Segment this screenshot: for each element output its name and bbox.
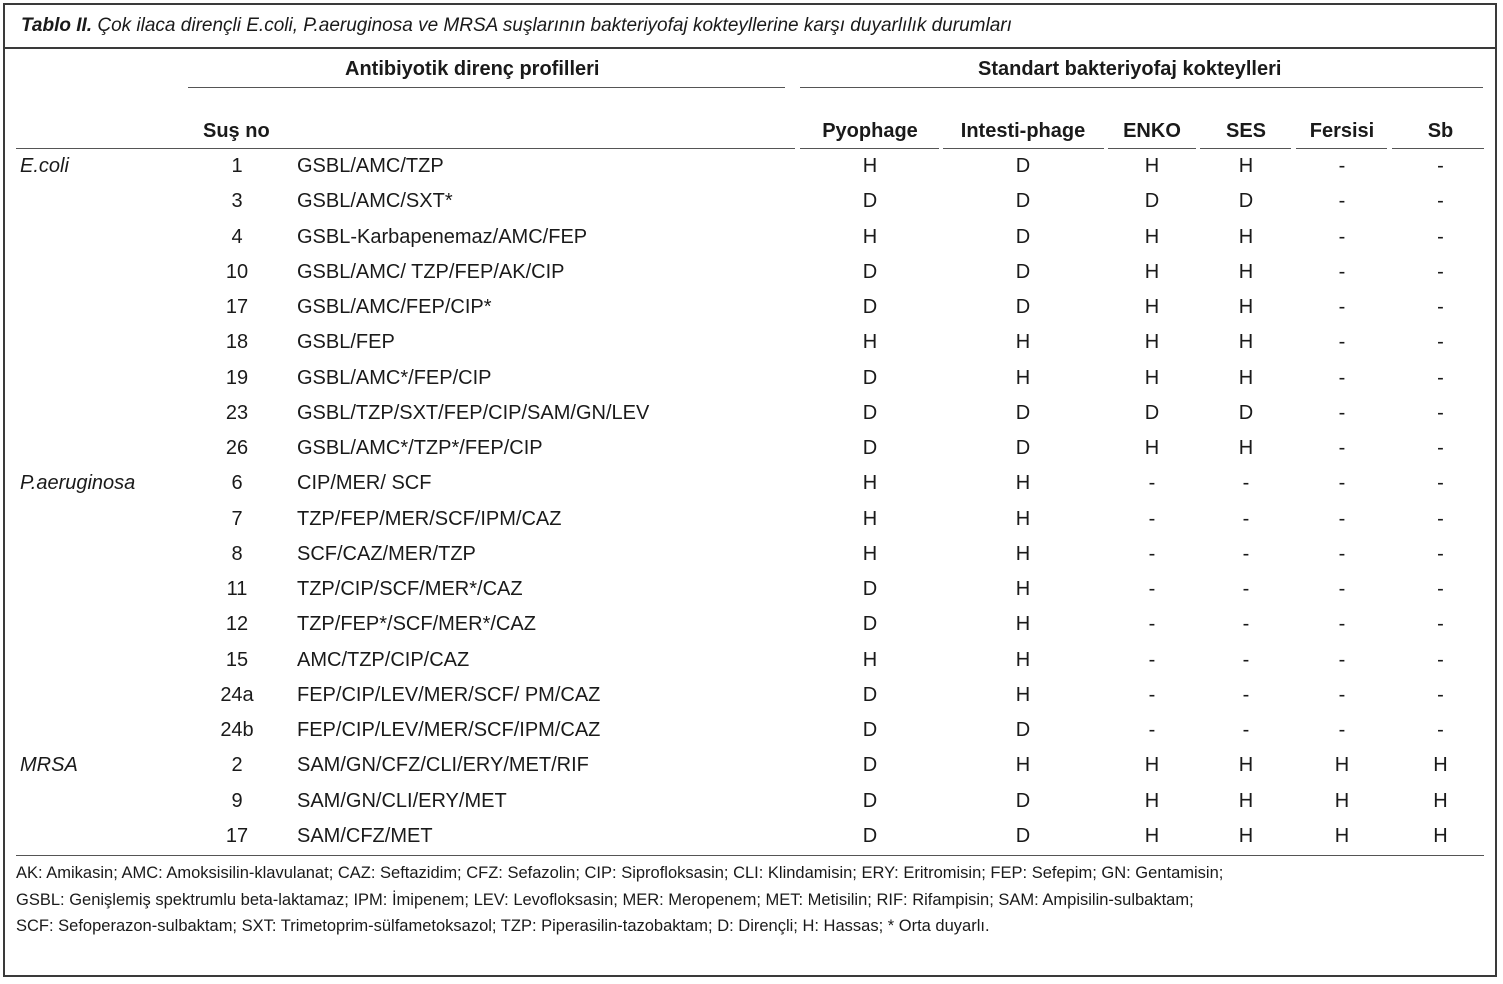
strain-no: 17 <box>225 296 249 318</box>
susceptibility-value: - <box>1437 155 1444 177</box>
susceptibility-value: H <box>1144 825 1160 847</box>
strain-no: 1 <box>231 155 243 177</box>
susceptibility-value: - <box>1338 261 1346 283</box>
susceptibility-value: D <box>862 296 878 318</box>
susceptibility-value: - <box>1338 613 1346 635</box>
resistance-profile: TZP/FEP/MER/SCF/IPM/CAZ <box>297 508 562 530</box>
strain-no: 10 <box>225 261 249 283</box>
row-group-label: MRSA <box>20 754 78 776</box>
strain-no: 11 <box>226 578 248 600</box>
susceptibility-value: H <box>1015 684 1031 706</box>
susceptibility-value: H <box>1238 437 1254 459</box>
susceptibility-value: - <box>1242 578 1250 600</box>
susceptibility-value: - <box>1437 367 1444 389</box>
susceptibility-value: H <box>862 155 878 177</box>
susceptibility-value: H <box>1238 155 1254 177</box>
susceptibility-value: - <box>1338 508 1346 530</box>
susceptibility-value: - <box>1338 684 1346 706</box>
susceptibility-value: D <box>1015 226 1031 248</box>
susceptibility-value: D <box>1015 719 1031 741</box>
resistance-profile: TZP/FEP*/SCF/MER*/CAZ <box>297 613 536 635</box>
susceptibility-value: - <box>1437 437 1444 459</box>
susceptibility-value: H <box>1144 437 1160 459</box>
susceptibility-value: - <box>1148 649 1156 671</box>
susceptibility-value: - <box>1437 578 1444 600</box>
susceptibility-value: - <box>1242 719 1250 741</box>
resistance-profile: SAM/CFZ/MET <box>297 825 433 847</box>
susceptibility-value: - <box>1338 296 1346 318</box>
susceptibility-value: D <box>1015 790 1031 812</box>
susceptibility-value: - <box>1148 719 1156 741</box>
susceptibility-value: - <box>1338 543 1346 565</box>
susceptibility-value: - <box>1437 649 1444 671</box>
header-rule <box>1296 148 1387 149</box>
strain-no: 24a <box>220 684 254 706</box>
susceptibility-value: - <box>1437 613 1444 635</box>
susceptibility-value: - <box>1437 402 1444 424</box>
susceptibility-value: D <box>1015 825 1031 847</box>
bottom-rule <box>16 855 1484 856</box>
susceptibility-value: D <box>1015 155 1031 177</box>
susceptibility-value: - <box>1242 613 1250 635</box>
susceptibility-value: - <box>1242 684 1250 706</box>
susceptibility-value: D <box>862 367 878 389</box>
susceptibility-value: H <box>1015 613 1031 635</box>
susceptibility-value: H <box>1238 754 1254 776</box>
susceptibility-value: - <box>1148 613 1156 635</box>
susceptibility-value: D <box>862 437 878 459</box>
susceptibility-value: - <box>1437 508 1444 530</box>
resistance-profile: TZP/CIP/SCF/MER*/CAZ <box>297 578 523 600</box>
resistance-profile: FEP/CIP/LEV/MER/SCF/IPM/CAZ <box>297 719 601 741</box>
susceptibility-value: - <box>1437 331 1444 353</box>
susceptibility-value: D <box>1015 261 1031 283</box>
strain-no: 18 <box>225 331 249 353</box>
susceptibility-value: - <box>1148 578 1156 600</box>
susceptibility-value: - <box>1242 508 1250 530</box>
strain-no: 4 <box>231 226 243 248</box>
susceptibility-value: H <box>1433 790 1448 812</box>
row-group-label: E.coli <box>20 155 69 177</box>
susceptibility-value: - <box>1437 226 1444 248</box>
group-rule-phage <box>800 87 1483 88</box>
susceptibility-value: - <box>1437 719 1444 741</box>
strain-no: 9 <box>231 790 243 812</box>
strain-no: 24b <box>220 719 254 741</box>
susceptibility-value: - <box>1242 649 1250 671</box>
susceptibility-value: - <box>1148 472 1156 494</box>
susceptibility-value: D <box>862 261 878 283</box>
susceptibility-value: - <box>1437 472 1444 494</box>
susceptibility-value: H <box>1144 226 1160 248</box>
susceptibility-value: H <box>1144 296 1160 318</box>
susceptibility-value: D <box>862 825 878 847</box>
susceptibility-value: - <box>1338 190 1346 212</box>
resistance-profile: GSBL/AMC*/FEP/CIP <box>297 367 492 389</box>
resistance-profile: GSBL-Karbapenemaz/AMC/FEP <box>297 226 588 248</box>
susceptibility-value: H <box>1433 825 1448 847</box>
resistance-profile: SAM/GN/CFZ/CLI/ERY/MET/RIF <box>297 754 589 776</box>
col-header-pyophage: Pyophage <box>822 120 918 142</box>
susceptibility-value: - <box>1437 261 1444 283</box>
susceptibility-value: D <box>862 790 878 812</box>
col-header-ses: SES <box>1225 120 1267 142</box>
table-caption <box>5 5 1495 49</box>
susceptibility-value: - <box>1437 684 1444 706</box>
susceptibility-value: - <box>1338 437 1346 459</box>
susceptibility-value: D <box>862 578 878 600</box>
susceptibility-value: - <box>1437 296 1444 318</box>
susceptibility-value: H <box>1238 261 1254 283</box>
susceptibility-value: H <box>862 508 878 530</box>
resistance-profile: GSBL/FEP <box>297 331 395 353</box>
susceptibility-value: - <box>1338 719 1346 741</box>
susceptibility-value: H <box>1238 296 1254 318</box>
header-rule <box>16 148 795 149</box>
footnotes <box>16 860 1476 940</box>
susceptibility-value: D <box>1015 437 1031 459</box>
susceptibility-value: H <box>1238 367 1254 389</box>
susceptibility-value: D <box>862 719 878 741</box>
col-header-fersisi: Fersisi <box>1309 120 1375 142</box>
resistance-profile: GSBL/AMC*/TZP*/FEP/CIP <box>297 437 543 459</box>
susceptibility-value: D <box>862 613 878 635</box>
susceptibility-value: H <box>1238 331 1254 353</box>
susceptibility-value: H <box>1015 367 1031 389</box>
susceptibility-value: H <box>1334 754 1350 776</box>
resistance-profile: FEP/CIP/LEV/MER/SCF/ PM/CAZ <box>297 684 601 706</box>
susceptibility-value: H <box>1144 754 1160 776</box>
susceptibility-value: H <box>862 543 878 565</box>
group-header-antibiotic: Antibiyotik direnç profilleri <box>345 58 600 80</box>
susceptibility-value: - <box>1338 578 1346 600</box>
susceptibility-value: D <box>1144 402 1160 424</box>
strain-no: 12 <box>225 613 249 635</box>
resistance-profile: GSBL/TZP/SXT/FEP/CIP/SAM/GN/LEV <box>297 402 650 424</box>
strain-no: 15 <box>225 649 249 671</box>
susceptibility-value: H <box>1015 754 1031 776</box>
col-header-intesti-phage: Intesti-phage <box>960 120 1086 142</box>
susceptibility-value: H <box>1015 508 1031 530</box>
susceptibility-value: H <box>1238 790 1254 812</box>
susceptibility-value: H <box>1334 790 1350 812</box>
resistance-profile: SCF/CAZ/MER/TZP <box>297 543 476 565</box>
susceptibility-value: D <box>1015 296 1031 318</box>
susceptibility-value: - <box>1148 508 1156 530</box>
susceptibility-value: - <box>1338 649 1346 671</box>
resistance-profile: GSBL/AMC/ TZP/FEP/AK/CIP <box>297 261 565 283</box>
susceptibility-value: H <box>1238 226 1254 248</box>
susceptibility-value: - <box>1338 402 1346 424</box>
susceptibility-value: D <box>1015 190 1031 212</box>
header-rule <box>1392 148 1484 149</box>
footnote-line: GSBL: Genişlemiş spektrumlu beta-laktamaz; IPM: İmipenem; LEV: Levofloksasin; MER: Meropenem; MET: Metisilin; RIF: Rifampisin; SAM: Ampisilin-sulbaktam; <box>16 890 1194 909</box>
group-rule-antibiotic <box>188 87 785 88</box>
susceptibility-value: H <box>1015 578 1031 600</box>
resistance-profile: GSBL/AMC/SXT* <box>297 190 453 212</box>
susceptibility-value: - <box>1338 226 1346 248</box>
susceptibility-value: H <box>1433 754 1448 776</box>
susceptibility-value: - <box>1338 472 1346 494</box>
strain-no: 8 <box>231 543 243 565</box>
group-header-phage: Standart bakteriyofaj kokteylleri <box>978 58 1282 80</box>
strain-no: 17 <box>225 825 249 847</box>
susceptibility-value: H <box>1015 543 1031 565</box>
footnote-line: AK: Amikasin; AMC: Amoksisilin-klavulanat; CAZ: Seftazidim; CFZ: Sefazolin; CIP: Siprofloksasin; CLI: Klindamisin; ERY: Eritromisin; FEP: Sefepim; GN: Gentamisin; <box>16 864 1224 882</box>
resistance-profile: GSBL/AMC/TZP <box>297 155 444 177</box>
susceptibility-value: H <box>1144 331 1160 353</box>
susceptibility-value: - <box>1437 190 1444 212</box>
susceptibility-value: D <box>1238 190 1254 212</box>
strain-no: 3 <box>231 190 243 212</box>
susceptibility-value: H <box>862 649 878 671</box>
strain-no: 23 <box>225 402 249 424</box>
col-header-sb: Sb <box>1427 120 1454 142</box>
header-rule <box>800 148 939 149</box>
susceptibility-value: D <box>862 754 878 776</box>
susceptibility-value: - <box>1338 331 1346 353</box>
strain-no: 6 <box>231 472 243 494</box>
susceptibility-value: H <box>1015 472 1031 494</box>
susceptibility-value: D <box>1144 190 1160 212</box>
col-header-enko: ENKO <box>1123 120 1181 142</box>
resistance-profile: AMC/TZP/CIP/CAZ <box>297 649 470 671</box>
caption-label: Tablo II. <box>21 15 93 36</box>
susceptibility-value: - <box>1148 684 1156 706</box>
susceptibility-value: H <box>1144 261 1160 283</box>
caption-text: Çok ilaca dirençli E.coli, P.aeruginosa ve MRSA suşlarının bakteriyofaj kokteyllerine karşı duyarlılık durumları <box>97 15 1012 36</box>
susceptibility-value: - <box>1242 472 1250 494</box>
susceptibility-value: - <box>1338 155 1346 177</box>
susceptibility-value: D <box>1015 402 1031 424</box>
susceptibility-value: D <box>862 684 878 706</box>
susceptibility-value: D <box>862 190 878 212</box>
susceptibility-value: - <box>1437 543 1444 565</box>
strain-no: 19 <box>225 367 249 389</box>
header-rule <box>1200 148 1291 149</box>
footnote-line: SCF: Sefoperazon-sulbaktam; SXT: Trimetoprim-sülfametoksazol; TZP: Piperasilin-tazobaktam; D: Dirençli; H: Hassas; * Orta duyarlı. <box>16 917 990 935</box>
susceptibility-value: H <box>862 331 878 353</box>
strain-no: 2 <box>231 754 243 776</box>
strain-no: 7 <box>231 508 243 530</box>
susceptibility-value: H <box>1015 331 1031 353</box>
susceptibility-value: D <box>1238 402 1254 424</box>
resistance-profile: SAM/GN/CLI/ERY/MET <box>297 790 507 812</box>
row-group-label: P.aeruginosa <box>20 472 136 494</box>
susceptibility-value: H <box>1015 649 1031 671</box>
susceptibility-value: - <box>1148 543 1156 565</box>
susceptibility-value: - <box>1338 367 1346 389</box>
susceptibility-value: - <box>1242 543 1250 565</box>
resistance-profile: CIP/MER/ SCF <box>297 472 432 494</box>
susceptibility-value: H <box>862 226 878 248</box>
header-rule <box>943 148 1104 149</box>
susceptibility-value: H <box>1238 825 1254 847</box>
susceptibility-value: D <box>862 402 878 424</box>
susceptibility-value: H <box>1144 790 1160 812</box>
susceptibility-value: H <box>1334 825 1350 847</box>
susceptibility-value: H <box>862 472 878 494</box>
col-header-strain-no: Suş no <box>203 120 270 142</box>
header-rule <box>1108 148 1196 149</box>
resistance-profile: GSBL/AMC/FEP/CIP* <box>297 296 492 318</box>
susceptibility-value: H <box>1144 155 1160 177</box>
strain-no: 26 <box>225 437 249 459</box>
susceptibility-value: H <box>1144 367 1160 389</box>
